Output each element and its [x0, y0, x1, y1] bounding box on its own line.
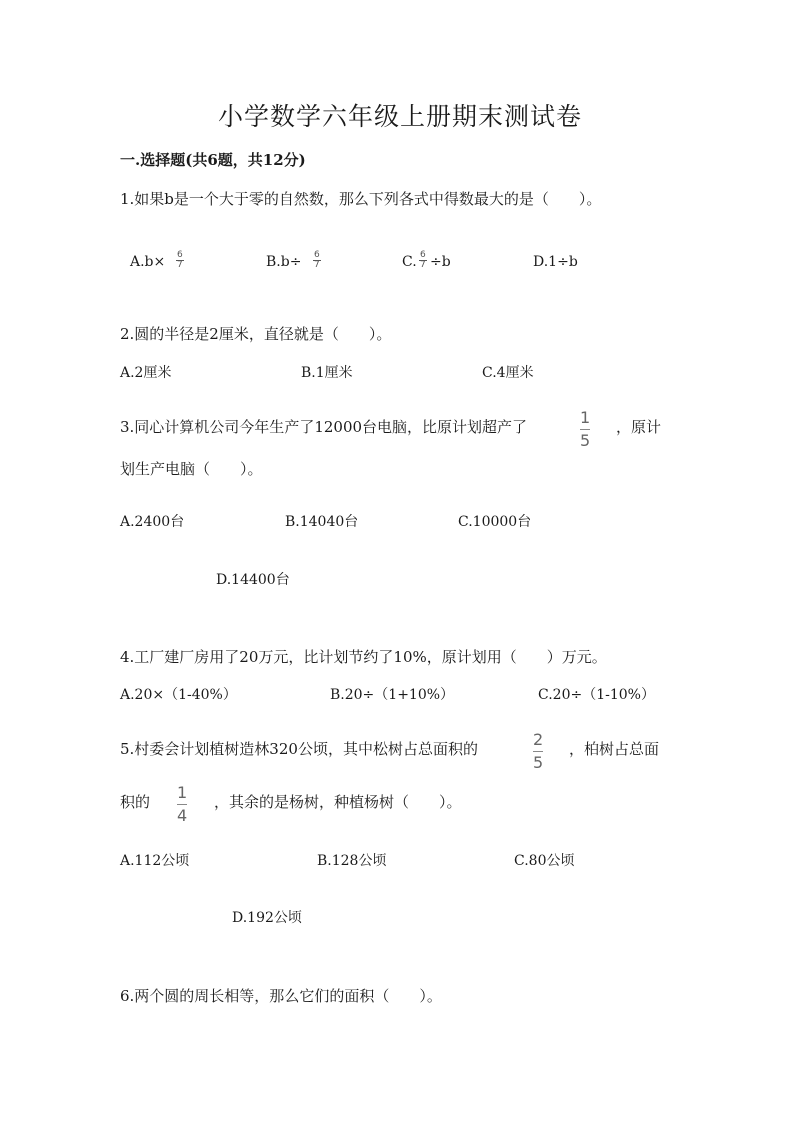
q5-fraction-pine [533, 732, 543, 771]
q3-option-d: D.14400台 [216, 572, 290, 588]
q3-option-c: C.10000台 [458, 514, 532, 530]
page-title: 小学数学六年级上册期末测试卷 [217, 102, 582, 131]
q1-option-b [266, 254, 301, 270]
fraction-denominator: 7 [420, 260, 426, 270]
q4-option-a: A.20×（1-40%） [120, 687, 237, 703]
question-5-stem-line1: 5.村委会计划植树造林320公顷，其中松树占总面积的 [120, 740, 478, 758]
fraction-numerator: 6 [420, 250, 426, 260]
fraction-denominator: 5 [580, 431, 591, 450]
q3-option-b: B.14040台 [285, 514, 359, 530]
fraction-denominator: 4 [177, 806, 188, 825]
question-6-stem: 6.两个圆的周长相等，那么它们的面积（ ）。 [120, 987, 442, 1005]
question-3-stem-line1: 3.同心计算机公司今年生产了12000台电脑，比原计划超产了 [120, 418, 528, 436]
fraction-denominator: 7 [314, 260, 320, 270]
q5-option-c: C.80公顷 [514, 853, 575, 869]
section-heading: 一.选择题(共6题，共12分) [120, 151, 306, 169]
q1-option-b-fraction [313, 251, 321, 270]
fraction-bar [533, 751, 543, 752]
q1-option-c-prefix: C. [402, 254, 417, 270]
question-1-stem: 1.如果b是一个大于零的自然数，那么下列各式中得数最大的是（ ）。 [120, 190, 602, 208]
question-3-stem-line2: 划生产电脑（ ）。 [120, 460, 263, 478]
question-2-stem: 2.圆的半径是2厘米，直径就是（ ）。 [120, 325, 392, 343]
fraction-numerator: 6 [314, 250, 320, 260]
fraction-numerator: 1 [580, 408, 591, 427]
question-5-stem-line1-end: ，柏树占总面 [569, 740, 660, 758]
q5-fraction-cypress [177, 785, 187, 824]
q5-option-a: A.112公顷 [120, 853, 190, 869]
q1-option-a-label: A.b× [130, 254, 166, 270]
q5-option-b: B.128公顷 [317, 853, 387, 869]
q5-option-d: D.192公顷 [232, 910, 302, 926]
q2-option-b: B.1厘米 [301, 365, 353, 381]
q1-option-c-fraction [419, 251, 427, 270]
fraction-bar [580, 429, 590, 430]
q1-option-a [130, 254, 165, 270]
q1-option-b-label: B.b÷ [266, 254, 302, 270]
q1-option-c-suffix: ÷b [430, 254, 451, 270]
fraction-numerator: 2 [533, 730, 544, 749]
q1-option-a-fraction [176, 251, 184, 270]
q4-option-b: B.20÷（1+10%） [330, 687, 455, 703]
fraction-denominator: 5 [533, 753, 544, 772]
question-5-stem-line2-end: ，其余的是杨树，种植杨树（ ）。 [214, 793, 462, 811]
q2-option-a: A.2厘米 [120, 365, 172, 381]
q3-option-a: A.2400台 [120, 514, 185, 530]
q4-option-c: C.20÷（1-10%） [538, 687, 655, 703]
q1-option-d: D.1÷b [533, 254, 578, 270]
fraction-numerator: 6 [177, 250, 183, 260]
q2-option-c: C.4厘米 [482, 365, 534, 381]
question-4-stem: 4.工厂建厂房用了20万元，比计划节约了10%，原计划用（ ）万元。 [120, 648, 607, 666]
question-5-stem-line2-start: 积的 [120, 793, 151, 811]
fraction-denominator: 7 [177, 260, 183, 270]
question-3-stem-line1-end: ，原计 [616, 418, 662, 436]
q3-fraction [580, 410, 590, 449]
fraction-bar [177, 804, 187, 805]
fraction-numerator: 1 [177, 783, 188, 802]
